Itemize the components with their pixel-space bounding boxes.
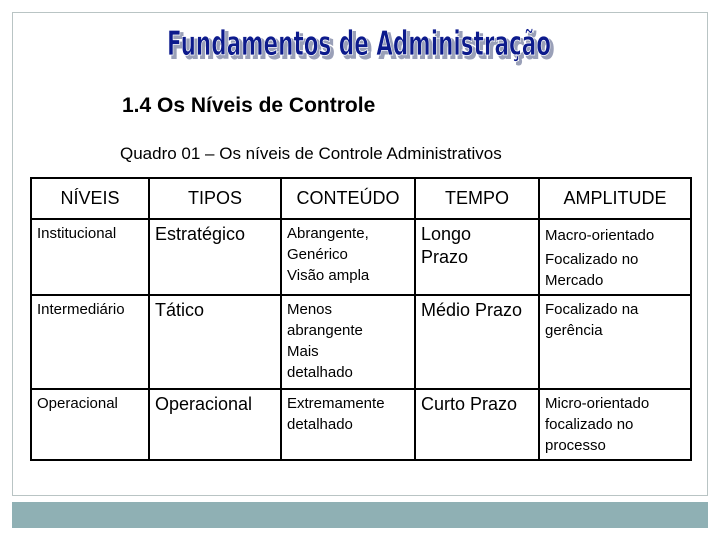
cell-line: abrangente — [287, 322, 363, 339]
cell-tempo — [415, 219, 539, 295]
cell-line: gerência — [545, 322, 603, 339]
cell-line: Prazo — [421, 247, 469, 267]
header-tipos: TIPOS — [149, 178, 281, 219]
cell-line: Longo — [421, 224, 472, 244]
header-niveis: NÍVEIS — [31, 178, 149, 219]
table-row — [31, 295, 691, 389]
cell-tipo: Operacional — [149, 389, 281, 460]
cell-tempo — [415, 389, 539, 460]
header-amplitude: AMPLITUDE — [539, 178, 691, 219]
cell-conteudo — [281, 295, 415, 389]
cell-line: Micro-orientado — [545, 395, 650, 412]
section-heading: 1.4 Os Níveis de Controle — [122, 94, 376, 117]
cell-amplitude — [539, 295, 691, 389]
cell-tipo: Estratégico — [149, 219, 281, 295]
cell-tipo: Tático — [149, 295, 281, 389]
slide-title — [0, 14, 720, 75]
control-levels-table — [30, 177, 692, 461]
cell-line: processo — [545, 437, 606, 454]
cell-line: detalhado — [287, 416, 353, 433]
table-header-row — [31, 178, 691, 219]
slide-footer-bar — [12, 502, 708, 528]
cell-nivel: Operacional — [31, 389, 149, 460]
cell-line: Focalizado no — [545, 251, 639, 268]
cell-line: Mercado — [545, 272, 604, 289]
cell-line: Médio Prazo — [421, 300, 523, 320]
header-conteudo: CONTEÚDO — [281, 178, 415, 219]
cell-line: Visão ampla — [287, 267, 370, 284]
title-shadow: Fundamentos de Administração — [170, 27, 554, 67]
cell-line: Mais — [287, 343, 319, 360]
cell-amplitude — [539, 389, 691, 460]
cell-line: Genérico — [287, 246, 348, 263]
cell-conteudo — [281, 219, 415, 295]
cell-line: Macro-orientado — [545, 227, 655, 244]
cell-line: Curto Prazo — [421, 394, 518, 414]
cell-nivel: Institucional — [31, 219, 149, 295]
cell-line: Focalizado na — [545, 301, 639, 318]
cell-line: Menos — [287, 301, 333, 318]
cell-line: Abrangente, — [287, 225, 369, 242]
cell-line: detalhado — [287, 364, 353, 381]
title-text: Fundamentos de Administração — [167, 24, 551, 64]
header-tempo: TEMPO — [415, 178, 539, 219]
cell-tempo — [415, 295, 539, 389]
cell-conteudo — [281, 389, 415, 460]
cell-nivel: Intermediário — [31, 295, 149, 389]
wordart-title — [150, 14, 570, 70]
table-caption: Quadro 01 – Os níveis de Controle Administrativos — [120, 144, 502, 163]
cell-line: focalizado no — [545, 416, 634, 433]
table-row — [31, 389, 691, 460]
cell-amplitude — [539, 219, 691, 295]
cell-line: Extremamente — [287, 395, 385, 412]
table-row — [31, 219, 691, 295]
